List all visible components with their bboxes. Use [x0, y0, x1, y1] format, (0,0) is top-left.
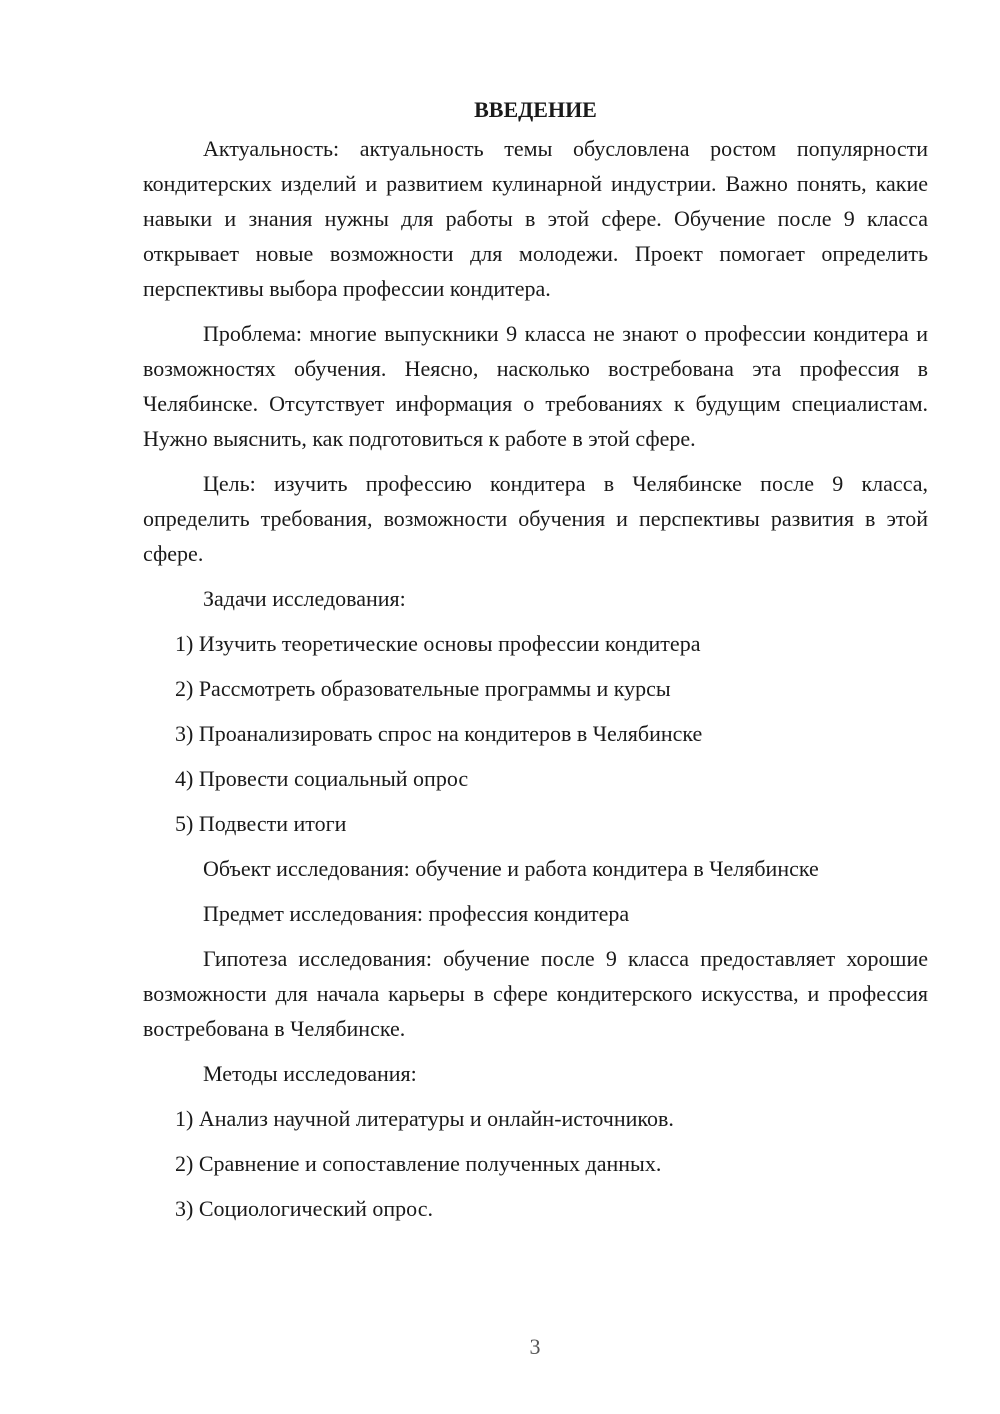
- relevance-paragraph: Актуальность: актуальность темы обусловлена ростом популярности кондитерских изделий и развитием кулинарной индустрии. Важно понять, какие навыки и знания нужны для работы в этой сфере. Обучение после 9 класса открывает новые возможности для молодежи. Проект помогает определить перспективы выбора профессии кондитера.: [143, 136, 928, 301]
- object-paragraph: Объект исследования: обучение и работа кондитера в Челябинске: [203, 856, 819, 881]
- page-number: 3: [529, 1334, 541, 1359]
- document-page: [143, 92, 928, 1236]
- list-item: 2) Рассмотреть образовательные программы и курсы: [175, 676, 671, 701]
- methods-heading: Методы исследования:: [203, 1061, 417, 1086]
- list-item: 1) Анализ научной литературы и онлайн-источников.: [175, 1106, 674, 1131]
- list-item: 3) Социологический опрос.: [175, 1196, 433, 1221]
- tasks-list: [143, 626, 928, 841]
- problem-paragraph: Проблема: многие выпускники 9 класса не знают о профессии кондитера и возможностях обучения. Неясно, насколько востребована эта профессия в Челябинске. Отсутствует информация о требованиях к будущим специалистам. Нужно выяснить, как подготовиться к работе в этой сфере.: [143, 321, 928, 451]
- list-item: 1) Изучить теоретические основы профессии кондитера: [175, 631, 701, 656]
- section-title: ВВЕДЕНИЕ: [474, 97, 597, 122]
- hypothesis-paragraph: Гипотеза исследования: обучение после 9 класса предоставляет хорошие возможности для начала карьеры в сфере кондитерского искусства, и профессия востребована в Челябинске.: [143, 946, 928, 1041]
- tasks-heading: Задачи исследования:: [203, 586, 406, 611]
- methods-list: [143, 1101, 928, 1226]
- goal-paragraph: Цель: изучить профессию кондитера в Челябинске после 9 класса, определить требования, возможности обучения и перспективы развития в этой сфере.: [143, 471, 928, 566]
- subject-paragraph: Предмет исследования: профессия кондитера: [203, 901, 630, 926]
- list-item: 3) Проанализировать спрос на кондитеров в Челябинске: [175, 721, 703, 746]
- list-item: 4) Провести социальный опрос: [175, 766, 469, 791]
- list-item: 2) Сравнение и сопоставление полученных данных.: [175, 1151, 662, 1176]
- list-item: 5) Подвести итоги: [175, 811, 347, 836]
